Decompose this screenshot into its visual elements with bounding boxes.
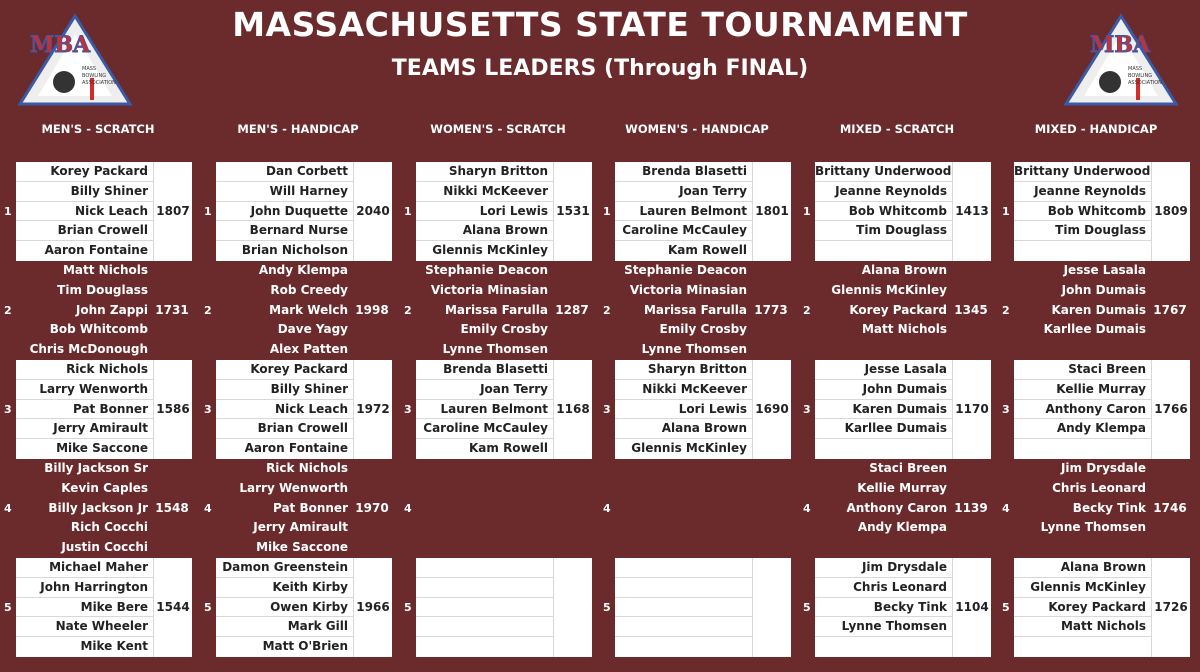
team-member-name: Brian Nicholson	[241, 243, 348, 258]
team-members	[615, 261, 752, 360]
team-members	[16, 459, 153, 558]
team-member-name: Brenda Blasetti	[615, 162, 752, 182]
team-member-name: John Zappi	[75, 302, 148, 317]
team-entry	[801, 162, 993, 261]
team-member-name: Aaron Fontaine	[244, 441, 348, 456]
team-member-name	[1014, 538, 1151, 558]
team-total-score: 1746	[1153, 501, 1187, 515]
team-member-name	[615, 499, 752, 519]
team-member-name: Korey Packard	[849, 302, 947, 317]
team-member-name: Billy Shiner	[216, 380, 353, 400]
team-member-name	[615, 637, 752, 657]
team-member-name: Chris Leonard	[815, 578, 952, 598]
team-member-name: Staci Breen	[1014, 360, 1151, 380]
team-entry	[402, 558, 594, 657]
svg-text:ASSOCIATION: ASSOCIATION	[82, 80, 116, 86]
team-member-name	[815, 637, 952, 657]
column-mixed-scratch	[801, 118, 993, 634]
team-member-name: Nate Wheeler	[16, 617, 153, 637]
team-rank: 5	[603, 601, 611, 614]
team-rank: 4	[404, 502, 412, 515]
team-member-name: Pat Bonner	[16, 400, 153, 420]
svg-text:ASSOCIATION: ASSOCIATION	[1128, 80, 1162, 86]
team-member-name: Chris Leonard	[1052, 480, 1146, 495]
team-members	[615, 459, 752, 558]
team-member-name: Caroline McCauley	[416, 419, 553, 439]
team-member-name: Nikki McKeever	[416, 182, 553, 202]
team-member-name: Larry Wenworth	[239, 480, 348, 495]
team-member-name: Staci Breen	[869, 461, 947, 475]
team-rank: 2	[1002, 304, 1010, 317]
team-rank: 1	[1002, 205, 1010, 218]
team-entry	[801, 558, 993, 657]
team-member-name: Rick Nichols	[16, 360, 153, 380]
team-entry	[2, 162, 194, 261]
team-member-name: Will Harney	[216, 182, 353, 202]
column-men-s-handicap	[202, 118, 394, 654]
team-member-name: Bob Whitcomb	[1014, 202, 1151, 222]
team-member-name: Anthony Caron	[1014, 400, 1151, 420]
team-rank: 4	[803, 502, 811, 515]
team-rank: 5	[204, 601, 212, 614]
team-member-name: Becky Tink	[815, 598, 952, 618]
team-member-name	[815, 439, 952, 459]
team-member-name: Rich Cocchi	[70, 520, 148, 535]
team-rank: 4	[204, 502, 212, 515]
team-member-name: Nick Leach	[16, 202, 153, 222]
team-member-name: Glennis McKinley	[631, 441, 747, 456]
team-entry	[801, 360, 993, 459]
team-total-score: 1966	[353, 558, 392, 657]
team-rank: 4	[4, 502, 12, 515]
team-entry	[202, 162, 394, 261]
team-member-name: Jeanne Reynolds	[1014, 182, 1151, 202]
team-total-score: 1766	[1151, 360, 1190, 459]
team-member-name: John Duquette	[216, 202, 353, 222]
team-total-score: 1801	[752, 162, 791, 261]
svg-text:BOWLING: BOWLING	[1128, 73, 1153, 79]
team-member-name	[416, 459, 553, 479]
team-total-score: 1413	[952, 162, 991, 261]
team-member-name: Joan Terry	[416, 380, 553, 400]
team-member-name: Sharyn Britton	[416, 162, 553, 182]
team-member-name: Nikki McKeever	[615, 380, 752, 400]
team-member-name: Lori Lewis	[416, 202, 553, 222]
team-member-name: Brian Crowell	[16, 221, 153, 241]
mba-logo-right	[1062, 12, 1180, 108]
team-member-name: Dan Corbett	[216, 162, 353, 182]
team-member-name: Billy Shiner	[16, 182, 153, 202]
team-total-score: 1168	[553, 360, 592, 459]
team-member-name: Billy Jackson Jr	[48, 500, 148, 515]
team-member-name: Bob Whitcomb	[49, 322, 148, 337]
team-total-score: 1104	[952, 558, 991, 657]
team-total-score	[752, 558, 791, 657]
team-total-score	[752, 459, 790, 558]
team-member-name: Stephanie Deacon	[425, 263, 548, 277]
team-member-name: Emily Crosby	[460, 322, 548, 337]
team-member-name: Kellie Murray	[1014, 380, 1151, 400]
team-member-name: Rick Nichols	[266, 461, 348, 475]
page-subtitle: TEAMS LEADERS (Through FINAL)	[391, 56, 809, 81]
svg-text:BOWLING: BOWLING	[82, 73, 107, 79]
team-rank: 5	[404, 601, 412, 614]
svg-text:MASS: MASS	[82, 66, 97, 72]
team-member-name	[615, 578, 752, 598]
team-rank: 5	[1002, 601, 1010, 614]
team-members	[216, 558, 353, 657]
team-entry	[1000, 162, 1192, 261]
team-entry	[2, 261, 194, 360]
team-member-name: Lynne Thomsen	[815, 617, 952, 637]
team-member-name: Jerry Amirault	[253, 520, 348, 535]
team-member-name: Mike Kent	[80, 639, 148, 654]
team-member-name: Emily Crosby	[659, 322, 747, 337]
team-member-name: Dave Yagy	[277, 322, 348, 337]
team-members	[1014, 360, 1151, 459]
team-member-name: Andy Klempa	[857, 520, 947, 535]
team-total-score: 1809	[1151, 162, 1190, 261]
team-members	[16, 162, 153, 261]
column-mixed-handicap	[1000, 118, 1192, 634]
team-member-name: Keith Kirby	[216, 578, 353, 598]
column-heading: MIXED - SCRATCH	[839, 122, 955, 136]
team-members	[416, 162, 553, 261]
team-total-score: 1773	[754, 303, 788, 317]
team-member-name: Alana Brown	[1014, 558, 1151, 578]
team-rank: 3	[4, 403, 12, 416]
team-members	[16, 558, 153, 657]
team-rank: 5	[803, 601, 811, 614]
team-entry	[402, 261, 594, 360]
team-entry	[1000, 360, 1192, 459]
team-member-name: Rob Creedy	[270, 282, 348, 297]
team-member-name: Lauren Belmont	[416, 400, 553, 420]
team-member-name: Lauren Belmont	[615, 202, 752, 222]
team-total-score	[553, 558, 592, 657]
team-member-name: Joan Terry	[615, 182, 752, 202]
team-rank: 2	[4, 304, 12, 317]
team-members	[16, 360, 153, 459]
team-entry	[202, 558, 394, 657]
svg-text:MBA: MBA	[29, 32, 91, 58]
team-member-name: Karen Dumais	[1051, 302, 1146, 317]
team-member-name: Tim Douglass	[1014, 221, 1151, 241]
team-member-name	[615, 459, 752, 479]
team-member-name: Becky Tink	[1072, 500, 1146, 515]
team-member-name	[615, 617, 752, 637]
team-entry	[601, 261, 793, 360]
team-member-name: Caroline McCauley	[615, 221, 752, 241]
team-member-name: Matt Nichols	[861, 322, 947, 337]
team-member-name: Jeanne Reynolds	[815, 182, 952, 202]
team-total-score: 1767	[1153, 303, 1187, 317]
team-member-name: Tim Douglass	[815, 221, 952, 241]
team-member-name: Korey Packard	[16, 162, 153, 182]
team-member-name	[1014, 241, 1151, 261]
team-member-name: Stephanie Deacon	[624, 263, 747, 277]
team-members	[16, 261, 153, 360]
team-member-name: Aaron Fontaine	[44, 243, 148, 258]
svg-text:MBA: MBA	[1089, 32, 1151, 58]
team-member-name: Glennis McKinley	[831, 282, 947, 297]
team-entry	[801, 459, 993, 558]
team-rank: 1	[204, 205, 212, 218]
team-members	[416, 558, 553, 657]
team-member-name: Owen Kirby	[216, 598, 353, 618]
team-member-name	[1014, 439, 1151, 459]
team-member-name: Jerry Amirault	[16, 419, 153, 439]
team-members	[615, 162, 752, 261]
team-member-name: Mike Saccone	[56, 441, 148, 456]
team-member-name: Mark Gill	[216, 617, 353, 637]
team-members	[815, 162, 952, 261]
team-members	[815, 261, 952, 360]
team-members	[216, 360, 353, 459]
team-member-name: John Harrington	[16, 578, 153, 598]
team-entry	[202, 261, 394, 360]
team-members	[815, 360, 952, 459]
team-entry	[1000, 459, 1192, 558]
team-member-name: Brittany Underwood	[815, 162, 952, 182]
column-men-s-scratch	[2, 118, 194, 654]
team-member-name: Alana Brown	[615, 419, 752, 439]
mba-logo-left	[16, 12, 134, 108]
team-member-name	[416, 479, 553, 499]
team-total-score: 1544	[153, 558, 192, 657]
column-women-s-scratch	[402, 118, 594, 614]
team-member-name: Jim Drysdale	[1060, 461, 1146, 475]
team-members	[216, 162, 353, 261]
team-member-name: Michael Maher	[16, 558, 153, 578]
team-member-name: Karllee Dumais	[1043, 322, 1146, 337]
team-member-name: Billy Jackson Sr	[44, 461, 148, 475]
team-member-name	[615, 518, 752, 538]
team-entry	[601, 459, 793, 558]
team-members	[1014, 459, 1151, 558]
team-member-name	[615, 598, 752, 618]
team-member-name: Mark Welch	[269, 302, 348, 317]
team-member-name	[416, 617, 553, 637]
team-member-name: Korey Packard	[216, 360, 353, 380]
team-entry	[202, 360, 394, 459]
team-total-score: 1731	[155, 303, 189, 317]
team-member-name: Glennis McKinley	[432, 243, 548, 258]
team-total-score: 1287	[555, 303, 589, 317]
team-member-name	[615, 538, 752, 558]
team-member-name: Damon Greenstein	[216, 558, 353, 578]
team-total-score: 1970	[355, 501, 389, 515]
team-member-name: Justin Cocchi	[61, 540, 148, 555]
team-rank: 4	[1002, 502, 1010, 515]
team-members	[216, 261, 353, 360]
team-member-name	[416, 538, 553, 558]
team-member-name: Lynne Thomsen	[1040, 520, 1146, 535]
column-heading: WOMEN'S - SCRATCH	[430, 122, 566, 136]
team-member-name: Lynne Thomsen	[641, 342, 747, 357]
team-member-name: Glennis McKinley	[1014, 578, 1151, 598]
team-members	[815, 459, 952, 558]
team-member-name: Korey Packard	[1014, 598, 1151, 618]
team-total-score: 1548	[155, 501, 189, 515]
team-member-name	[416, 598, 553, 618]
team-rank: 1	[603, 205, 611, 218]
team-member-name: Sharyn Britton	[615, 360, 752, 380]
team-entry	[1000, 261, 1192, 360]
team-entry	[801, 261, 993, 360]
team-rank: 3	[204, 403, 212, 416]
team-rank: 5	[4, 601, 12, 614]
team-entry	[402, 360, 594, 459]
team-total-score: 1139	[954, 501, 988, 515]
team-member-name: Bob Whitcomb	[815, 202, 952, 222]
team-total-score: 1998	[355, 303, 389, 317]
team-member-name: Pat Bonner	[272, 500, 348, 515]
team-member-name	[1014, 637, 1151, 657]
team-member-name: Alex Patten	[269, 342, 348, 357]
team-members	[416, 360, 553, 459]
team-member-name: Brittany Underwood	[1014, 162, 1151, 182]
team-rank: 3	[404, 403, 412, 416]
column-heading: MIXED - HANDICAP	[1034, 122, 1158, 136]
team-rank: 3	[803, 403, 811, 416]
team-entry	[601, 162, 793, 261]
team-entry	[2, 558, 194, 657]
team-member-name: Mike Bere	[16, 598, 153, 618]
team-members	[1014, 261, 1151, 360]
team-member-name: Larry Wenworth	[16, 380, 153, 400]
team-member-name: Marissa Farulla	[643, 302, 747, 317]
team-member-name: Nick Leach	[216, 400, 353, 420]
team-members	[216, 459, 353, 558]
team-members	[416, 261, 553, 360]
team-members	[615, 360, 752, 459]
team-member-name: John Dumais	[1061, 282, 1146, 297]
page-title: MASSACHUSETTS STATE TOURNAMENT	[232, 5, 968, 44]
team-member-name	[815, 241, 952, 261]
team-rank: 2	[404, 304, 412, 317]
team-member-name: Chris McDonough	[29, 342, 148, 357]
svg-text:MASS: MASS	[1128, 66, 1143, 72]
team-member-name: Victoria Minasian	[629, 282, 747, 297]
column-heading: WOMEN'S - HANDICAP	[625, 122, 769, 136]
team-entry	[402, 162, 594, 261]
team-member-name	[416, 518, 553, 538]
team-member-name: Karllee Dumais	[815, 419, 952, 439]
team-member-name: Andy Klempa	[1014, 419, 1151, 439]
team-member-name	[1014, 340, 1151, 360]
team-entry	[1000, 558, 1192, 657]
team-member-name: Marissa Farulla	[444, 302, 548, 317]
team-total-score: 1586	[153, 360, 192, 459]
team-total-score: 1972	[353, 360, 392, 459]
team-member-name: Matt O'Brien	[262, 639, 348, 654]
team-member-name: Jesse Lasala	[815, 360, 952, 380]
team-entry	[202, 459, 394, 558]
column-women-s-handicap	[601, 118, 793, 614]
column-heading: MEN'S - HANDICAP	[237, 122, 359, 136]
team-member-name	[815, 340, 952, 360]
team-members	[1014, 558, 1151, 657]
team-members	[615, 558, 752, 657]
team-member-name	[815, 538, 952, 558]
team-member-name: Kellie Murray	[857, 480, 947, 495]
team-member-name: Karen Dumais	[815, 400, 952, 420]
team-member-name	[416, 499, 553, 519]
team-member-name	[615, 558, 752, 578]
team-member-name: Alana Brown	[861, 263, 947, 277]
team-entry	[601, 360, 793, 459]
team-member-name	[615, 479, 752, 499]
team-member-name: Jim Drysdale	[815, 558, 952, 578]
team-member-name: Kam Rowell	[468, 441, 548, 456]
team-total-score	[553, 459, 591, 558]
team-rank: 2	[603, 304, 611, 317]
team-member-name: Tim Douglass	[57, 282, 148, 297]
team-member-name: Anthony Caron	[846, 500, 947, 515]
team-rank: 2	[204, 304, 212, 317]
team-entry	[601, 558, 793, 657]
team-total-score: 1531	[553, 162, 592, 261]
team-total-score: 1690	[752, 360, 791, 459]
team-member-name: Mike Saccone	[256, 540, 348, 555]
team-member-name: Alana Brown	[416, 221, 553, 241]
team-total-score: 2040	[353, 162, 392, 261]
team-member-name: Bernard Nurse	[216, 221, 353, 241]
team-member-name: Brian Crowell	[216, 419, 353, 439]
team-member-name: Andy Klempa	[258, 263, 348, 277]
team-total-score: 1345	[954, 303, 988, 317]
team-entry	[2, 360, 194, 459]
team-rank: 4	[603, 502, 611, 515]
team-rank: 1	[803, 205, 811, 218]
team-member-name: Brenda Blasetti	[416, 360, 553, 380]
team-rank: 2	[803, 304, 811, 317]
team-member-name: Lynne Thomsen	[442, 342, 548, 357]
team-member-name: John Dumais	[815, 380, 952, 400]
team-members	[1014, 162, 1151, 261]
team-member-name: Jesse Lasala	[1063, 263, 1146, 277]
team-rank: 3	[1002, 403, 1010, 416]
team-total-score: 1807	[153, 162, 192, 261]
team-member-name: Kam Rowell	[667, 243, 747, 258]
team-total-score: 1726	[1151, 558, 1190, 657]
team-entry	[2, 459, 194, 558]
team-members	[815, 558, 952, 657]
team-rank: 1	[4, 205, 12, 218]
team-member-name	[416, 637, 553, 657]
team-member-name: Matt Nichols	[62, 263, 148, 277]
team-total-score: 1170	[952, 360, 991, 459]
team-member-name: Lori Lewis	[615, 400, 752, 420]
team-member-name: Victoria Minasian	[430, 282, 548, 297]
team-member-name	[416, 578, 553, 598]
team-members	[416, 459, 553, 558]
team-rank: 3	[603, 403, 611, 416]
team-entry	[402, 459, 594, 558]
column-heading: MEN'S - SCRATCH	[41, 122, 155, 136]
team-member-name: Matt Nichols	[1014, 617, 1151, 637]
team-member-name	[416, 558, 553, 578]
team-member-name: Kevin Caples	[61, 480, 148, 495]
team-rank: 1	[404, 205, 412, 218]
